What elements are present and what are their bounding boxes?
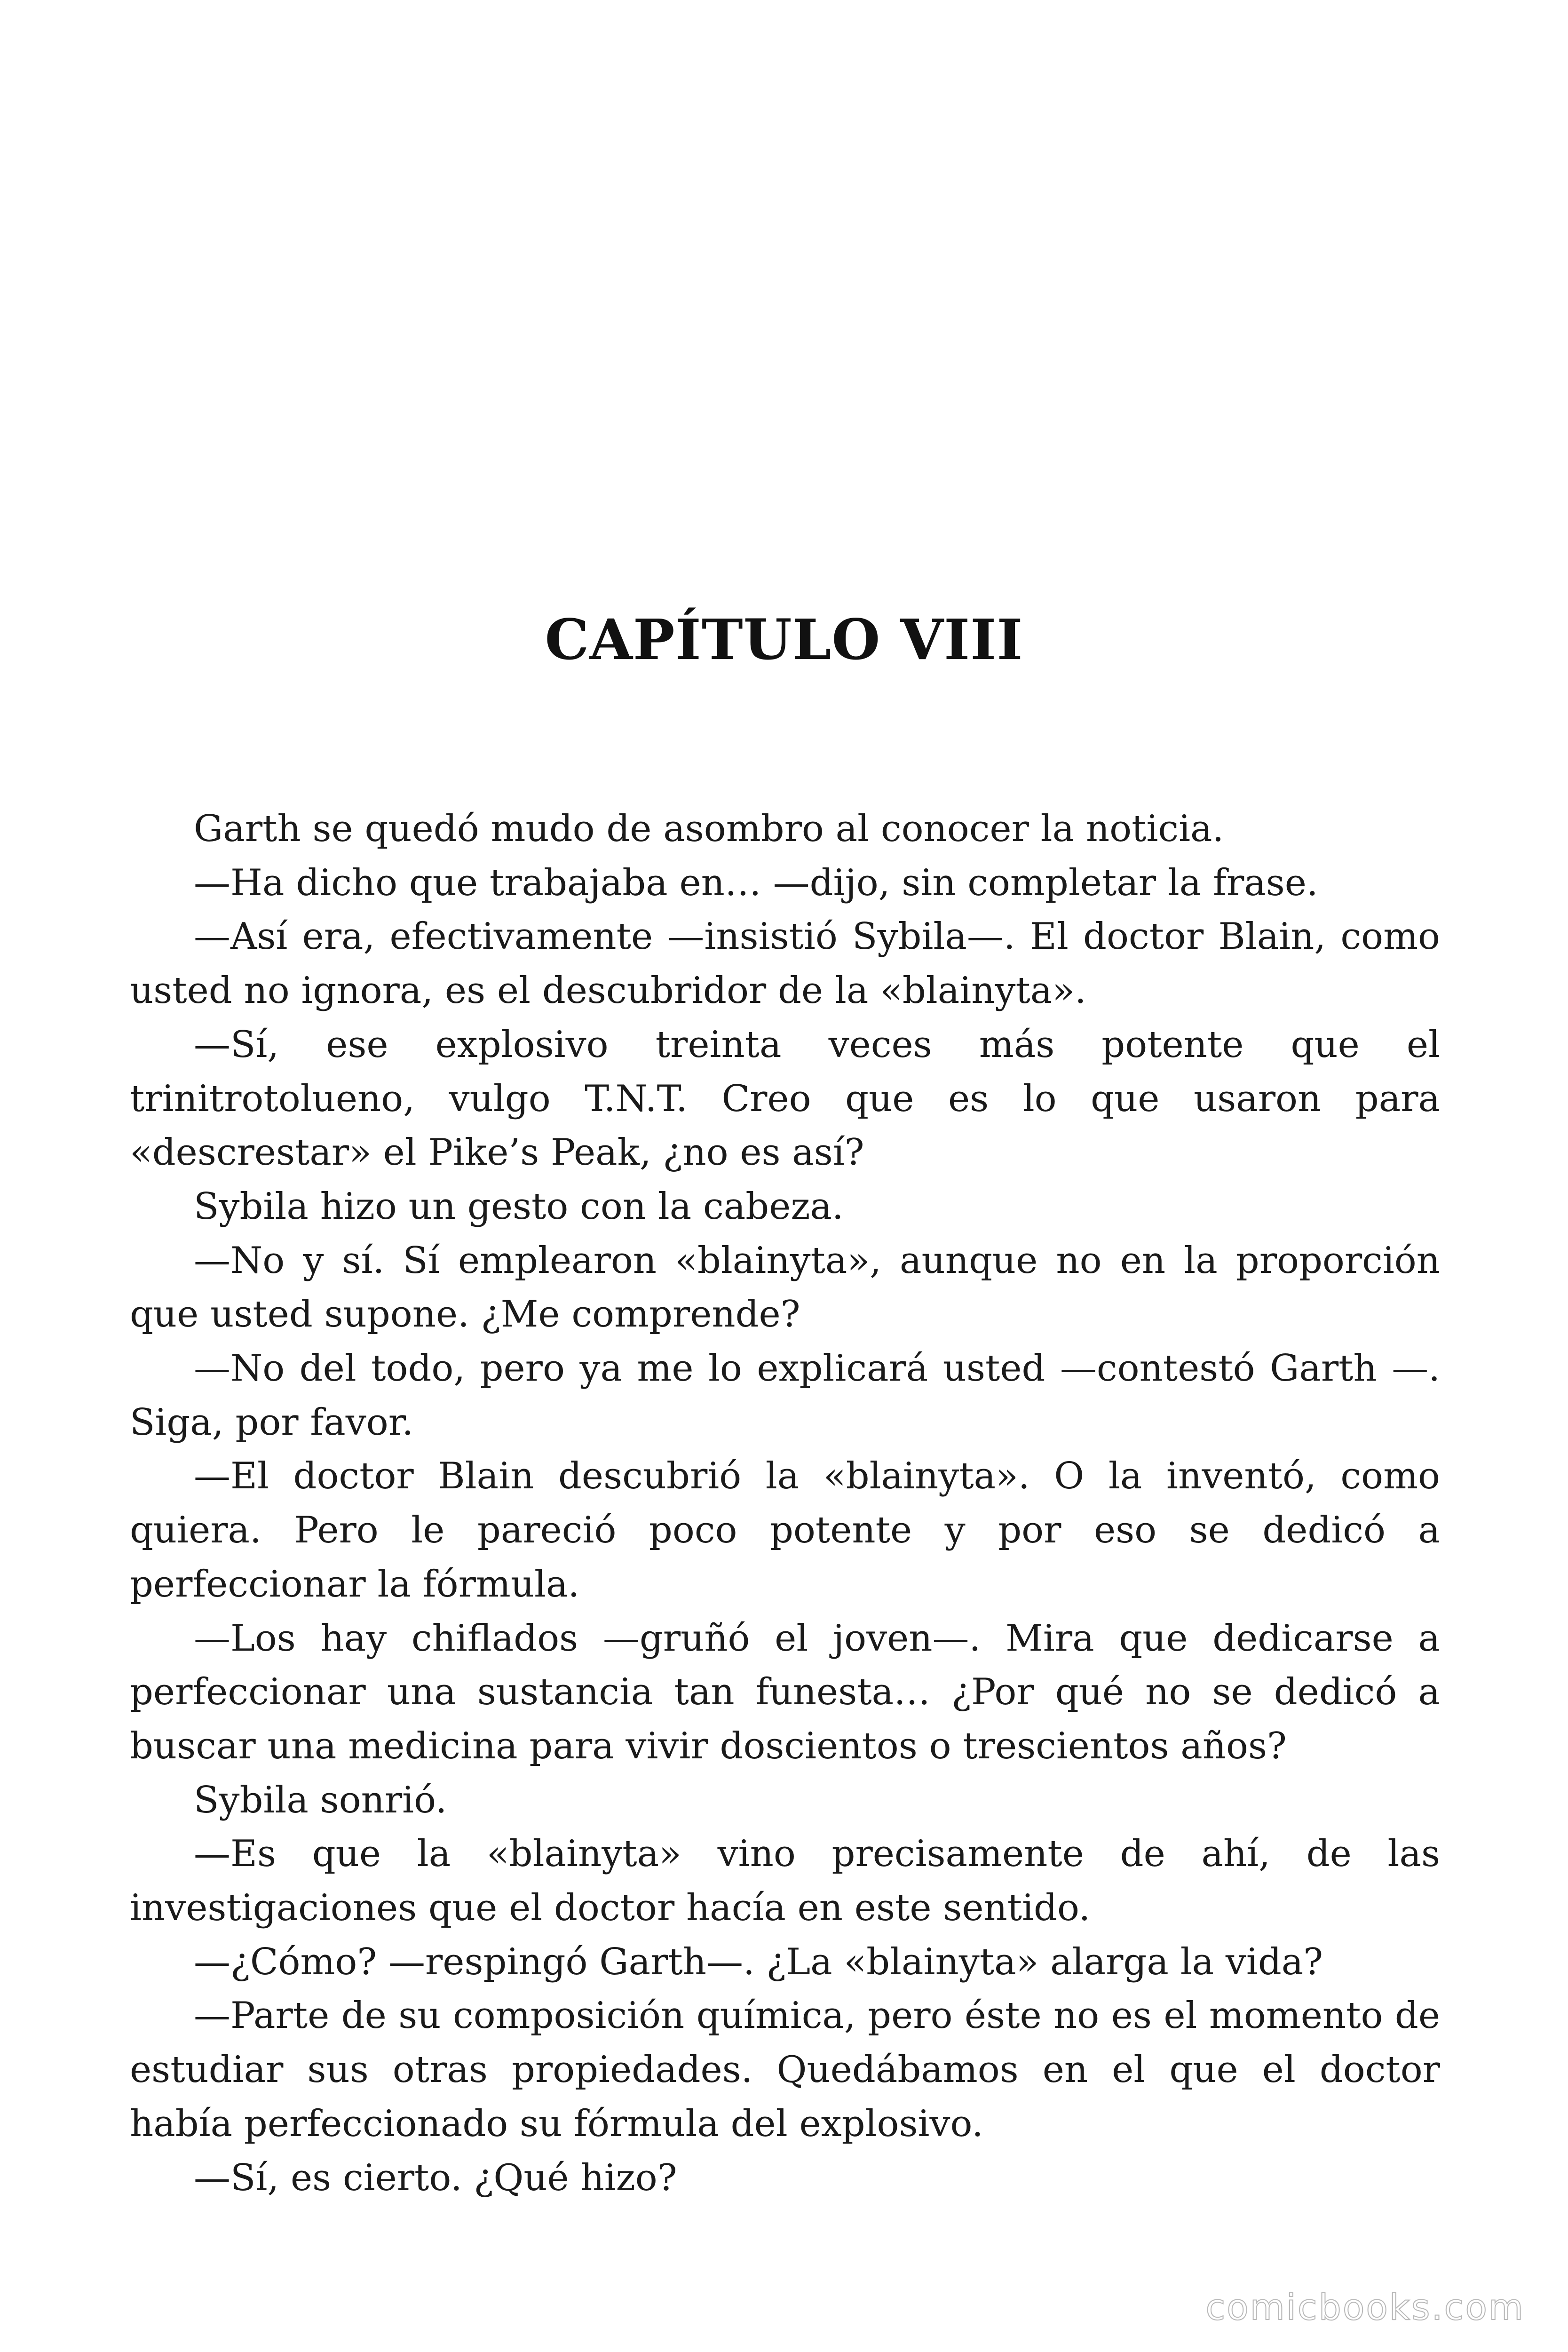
site-watermark: comicbooks.com xyxy=(1205,2286,1525,2328)
paragraph: —El doctor Blain descubrió la «blainyta». O la inventó, como quiera. Pero le pareció poco potente y por eso se dedicó a perfeccionar la fórmula. xyxy=(130,1455,1440,1605)
paragraph: Sybila sonrió. xyxy=(194,1779,447,1821)
paragraph: —Sí, ese explosivo treinta veces más potente que el trinitrotolueno, vulgo T.N.T. Creo que es lo que usaron para «descrestar» el Pike’s Peak, ¿no es así? xyxy=(130,1023,1440,1174)
paragraph: —No del todo, pero ya me lo explicará usted —contestó Garth —. Siga, por favor. xyxy=(130,1347,1440,1444)
paragraph: —¿Cómo? —respingó Garth—. ¿La «blainyta» alarga la vida? xyxy=(194,1940,1323,1983)
chapter-title: CAPÍTULO VIII xyxy=(545,607,1023,672)
paragraph: —Sí, es cierto. ¿Qué hizo? xyxy=(194,2156,677,2199)
paragraph: Garth se quedó mudo de asombro al conocer la noticia. xyxy=(194,808,1224,850)
paragraph: —Ha dicho que trabajaba en… —dijo, sin completar la frase. xyxy=(194,861,1318,904)
paragraph: —Parte de su composición química, pero éste no es el momento de estudiar sus otras propiedades. Quedábamos en el que el doctor había perfeccionado su fórmula del explosivo. xyxy=(130,1994,1440,2145)
paragraph: —Es que la «blainyta» vino precisamente de ahí, de las investigaciones que el doctor hacía en este sentido. xyxy=(130,1833,1440,1930)
paragraph: Sybila hizo un gesto con la cabeza. xyxy=(194,1185,844,1228)
paragraph: —Los hay chiflados —gruñó el joven—. Mira que dedicarse a perfeccionar una sustancia tan funesta… ¿Por qué no se dedicó a buscar una medicina para vivir doscientos o trescientos años? xyxy=(130,1617,1440,1767)
chapter-body xyxy=(130,802,1440,2205)
paragraph: —No y sí. Sí emplearon «blainyta», aunque no en la proporción que usted supone. ¿Me comprende? xyxy=(130,1239,1440,1336)
paragraph: —Así era, efectivamente —insistió Sybila—. El doctor Blain, como usted no ignora, es el descubridor de la «blainyta». xyxy=(130,915,1440,1012)
